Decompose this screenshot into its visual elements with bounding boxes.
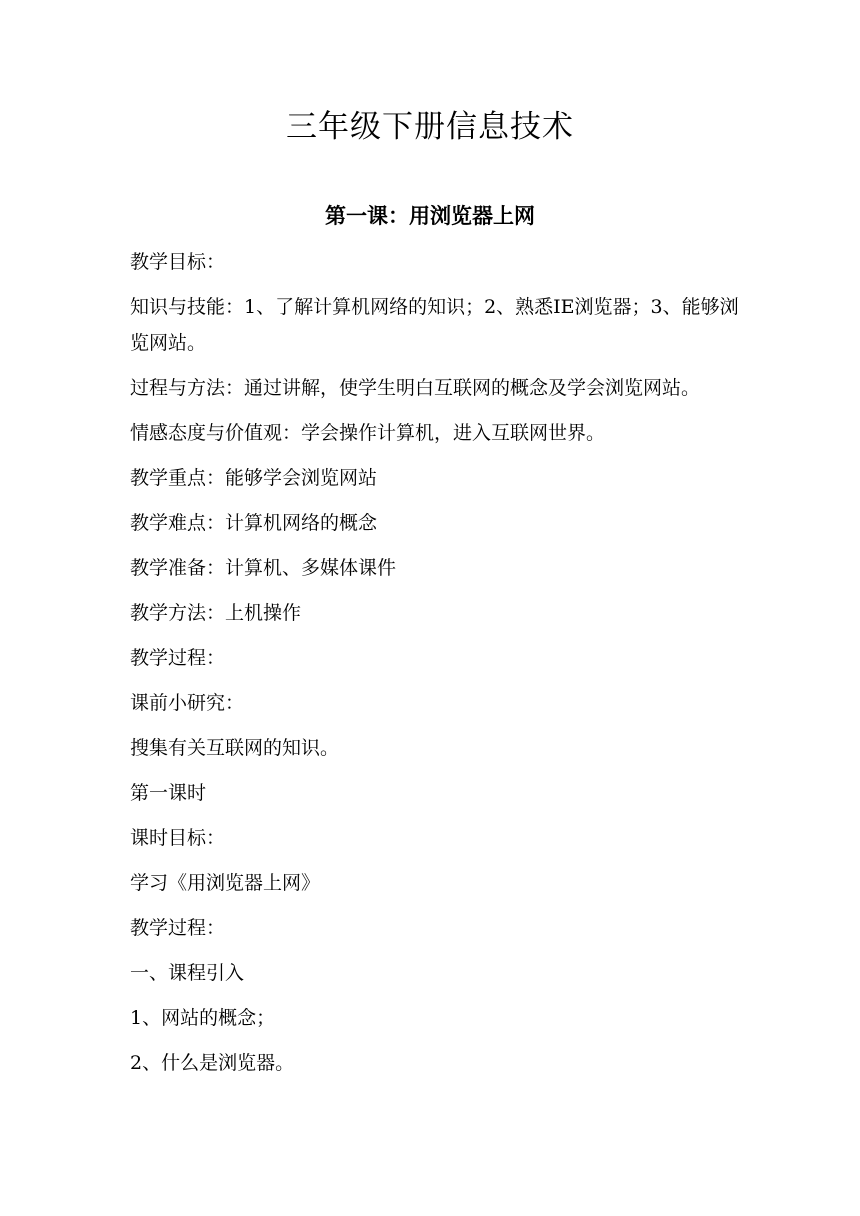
pre-class-research-text: 搜集有关互联网的知识。: [130, 737, 340, 759]
teaching-difficulty: 教学难点：计算机网络的概念: [130, 512, 378, 534]
document-title: 三年级下册信息技术: [286, 109, 574, 145]
teaching-process-heading: 教学过程：: [130, 647, 226, 669]
course-intro-heading: 一、课程引入: [130, 962, 245, 984]
first-period-heading: 第一课时: [130, 782, 207, 804]
period-process-heading: 教学过程：: [130, 917, 226, 939]
process-method-paragraph: 过程与方法：通过讲解，使学生明白互联网的概念及学会浏览网站。: [130, 377, 701, 399]
lesson-title: 第一课：用浏览器上网: [325, 203, 535, 228]
document-body: [130, 244, 740, 1090]
teaching-method: 教学方法：上机操作: [130, 602, 302, 624]
emotion-attitude-paragraph: 情感态度与价值观：学会操作计算机，进入互联网世界。: [130, 422, 606, 444]
list-item: 2、什么是浏览器。: [130, 1052, 295, 1074]
teaching-preparation: 教学准备：计算机、多媒体课件: [130, 557, 397, 579]
pre-class-research-heading: 课前小研究：: [130, 692, 245, 714]
period-objective-text: 学习《用浏览器上网》: [130, 872, 321, 894]
knowledge-skills-paragraph: 知识与技能：1、了解计算机网络的知识；2、熟悉IE浏览器；3、能够浏览网站。: [130, 296, 739, 354]
period-objective-heading: 课时目标：: [130, 827, 226, 849]
list-item: 1、网站的概念；: [130, 1007, 276, 1029]
teaching-key-point: 教学重点：能够学会浏览网站: [130, 467, 378, 489]
teaching-objectives-heading: 教学目标：: [130, 251, 226, 273]
